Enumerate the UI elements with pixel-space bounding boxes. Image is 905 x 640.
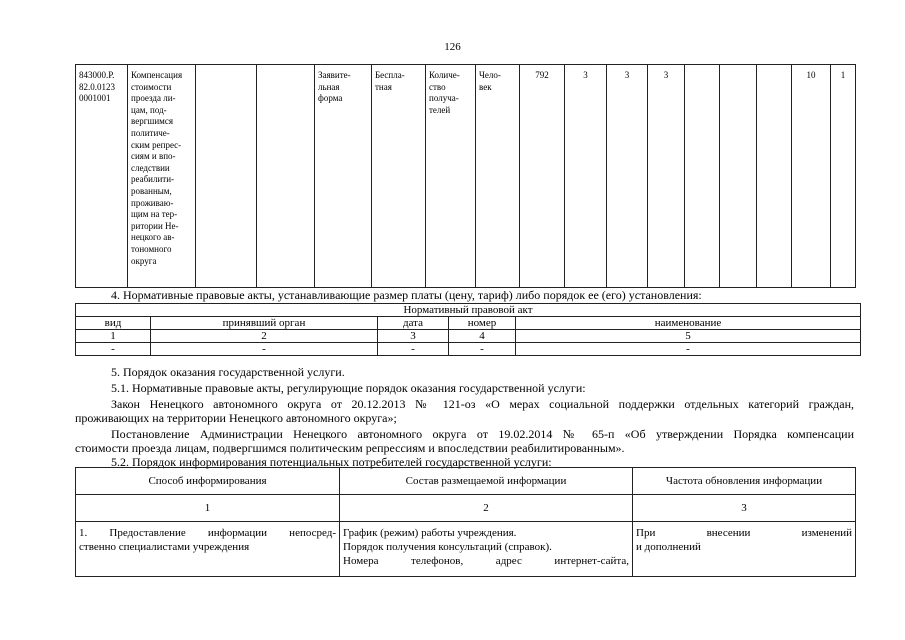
paid-basis-cell: [372, 65, 426, 288]
service-form-line: форма: [318, 93, 343, 104]
service-form-line: Заявите-: [318, 70, 351, 80]
indicator-line: телей: [429, 104, 451, 115]
informing-content-cell: [340, 522, 633, 577]
service-name-line: реабилити-: [131, 174, 175, 185]
column-header: наименование: [516, 317, 861, 330]
column-number: 2: [151, 330, 378, 343]
table-cell: -: [378, 343, 449, 356]
informing-content-line: Порядок получения консультаций (справок).: [343, 541, 552, 553]
deviation-percent-cell: 10: [792, 65, 831, 288]
column-header: Частота обновления информации: [633, 468, 856, 495]
informing-content-line: Номера телефонов, адрес интернет-сайта,: [343, 555, 629, 567]
indicator-line: Количе-: [429, 70, 460, 80]
column-number: 2: [340, 495, 633, 522]
column-header: Способ информирования: [76, 468, 340, 495]
paid-basis-line: Беспла-: [375, 70, 405, 80]
unit-line: век: [479, 81, 492, 92]
unit-cell: [476, 65, 520, 288]
service-form-line: льная: [318, 81, 340, 92]
table-header-row: [76, 468, 856, 495]
empty-cell: [720, 65, 757, 288]
service-name-line: вергшимся: [131, 116, 173, 127]
table-number-row: [76, 495, 856, 522]
section-5-2-heading: 5.2. Порядок информирования потенциальных потребителей государственной услуги:: [111, 455, 552, 469]
service-name-cell: [128, 65, 196, 288]
service-name-line: округа: [131, 255, 157, 266]
table-cell: -: [449, 343, 516, 356]
registry-code-line: 82.0.0123: [79, 81, 115, 92]
service-name-line: цам, под-: [131, 104, 167, 115]
update-frequency-line: и дополнений: [636, 541, 701, 553]
service-name-line: щим на тер-: [131, 209, 178, 220]
table-header-row: [76, 304, 861, 317]
empty-cell: [757, 65, 792, 288]
column-header: вид: [76, 317, 151, 330]
service-name-line: тономного: [131, 243, 172, 254]
service-name-line: проезда ли-: [131, 93, 176, 104]
unit-line: Чело-: [479, 70, 501, 80]
informing-method-line: ственно специалистами учреждения: [79, 541, 250, 553]
column-header: принявший орган: [151, 317, 378, 330]
page-number: 126: [444, 41, 461, 53]
indicator-line: получа-: [429, 93, 459, 104]
value-cell: 3: [648, 65, 685, 288]
informing-method-cell: [76, 522, 340, 577]
registry-code-line: 0001001: [79, 93, 111, 104]
column-number: 3: [633, 495, 856, 522]
service-volume-table: [75, 64, 856, 288]
table-row: [76, 522, 856, 577]
column-number: 4: [449, 330, 516, 343]
informing-method-line: 1. Предоставление информации непосред-: [79, 527, 336, 539]
column-number: 1: [76, 495, 340, 522]
column-header: номер: [449, 317, 516, 330]
registry-code-line: 843000.Р.: [79, 70, 115, 80]
okei-code-cell: 792: [520, 65, 565, 288]
empty-cell: [196, 65, 257, 288]
indicator-name-cell: [426, 65, 476, 288]
informing-table: [75, 467, 856, 577]
service-name-line: политиче-: [131, 127, 170, 138]
column-number: 5: [516, 330, 861, 343]
service-name-line: следствии: [131, 162, 170, 173]
table-row: [76, 65, 856, 288]
update-frequency-cell: [633, 522, 856, 577]
column-number: 3: [378, 330, 449, 343]
table-row: [76, 343, 861, 356]
service-name-line: проживаю-: [131, 197, 174, 208]
indicator-line: ство: [429, 81, 446, 92]
table-cell: -: [516, 343, 861, 356]
service-name-line: ритории Не-: [131, 220, 179, 231]
value-cell: 3: [607, 65, 648, 288]
column-header: Состав размещаемой информации: [340, 468, 633, 495]
law-2-text: Постановление Администрации Ненецкого автономного округа от 19.02.2014 № 65-п «Об утверждении Порядка компенсации: [111, 427, 854, 441]
value-cell: 3: [565, 65, 607, 288]
column-number: 1: [76, 330, 151, 343]
table-header-row: [76, 317, 861, 330]
normative-acts-table: [75, 303, 861, 356]
section-5-1-heading: 5.1. Нормативные правовые акты, регулирующие порядок оказания государственной услуги:: [111, 381, 586, 395]
empty-cell: [257, 65, 315, 288]
service-name-line: Компенсация: [131, 70, 183, 80]
table-cell: -: [151, 343, 378, 356]
paid-basis-line: тная: [375, 81, 392, 92]
section-5-heading: 5. Порядок оказания государственной услуги.: [111, 365, 345, 379]
service-name-line: сиям и впо-: [131, 151, 176, 162]
service-name-line: рованным,: [131, 185, 172, 196]
service-name-line: стоимости: [131, 81, 172, 92]
section-4-heading: 4. Нормативные правовые акты, устанавливающие размер платы (цену, тариф) либо порядок ее (его) установления:: [111, 288, 702, 302]
column-header: дата: [378, 317, 449, 330]
informing-content-line: График (режим) работы учреждения.: [343, 527, 517, 539]
law-1-text: Закон Ненецкого автономного округа от 20.12.2013 № 121-оз «О мерах социальной поддержки отдельных категорий граждан,: [111, 397, 854, 411]
law-2-text-continued: стоимости проезда лицам, подвергшимся политическим репрессиям и впоследствии реабилитированным».: [75, 441, 625, 455]
service-form-cell: [315, 65, 372, 288]
update-frequency-line: При внесении изменений: [636, 527, 852, 539]
service-name-line: нецкого ав-: [131, 232, 175, 243]
registry-code-cell: [76, 65, 128, 288]
table-number-row: [76, 330, 861, 343]
law-1-text-continued: проживающих на территории Ненецкого автономного округа»;: [75, 411, 397, 425]
table-cell: -: [76, 343, 151, 356]
service-name-line: ским репрес-: [131, 139, 182, 150]
deviation-value-cell: 1: [831, 65, 856, 288]
table-title: Нормативный правовой акт: [76, 304, 861, 317]
empty-cell: [685, 65, 720, 288]
